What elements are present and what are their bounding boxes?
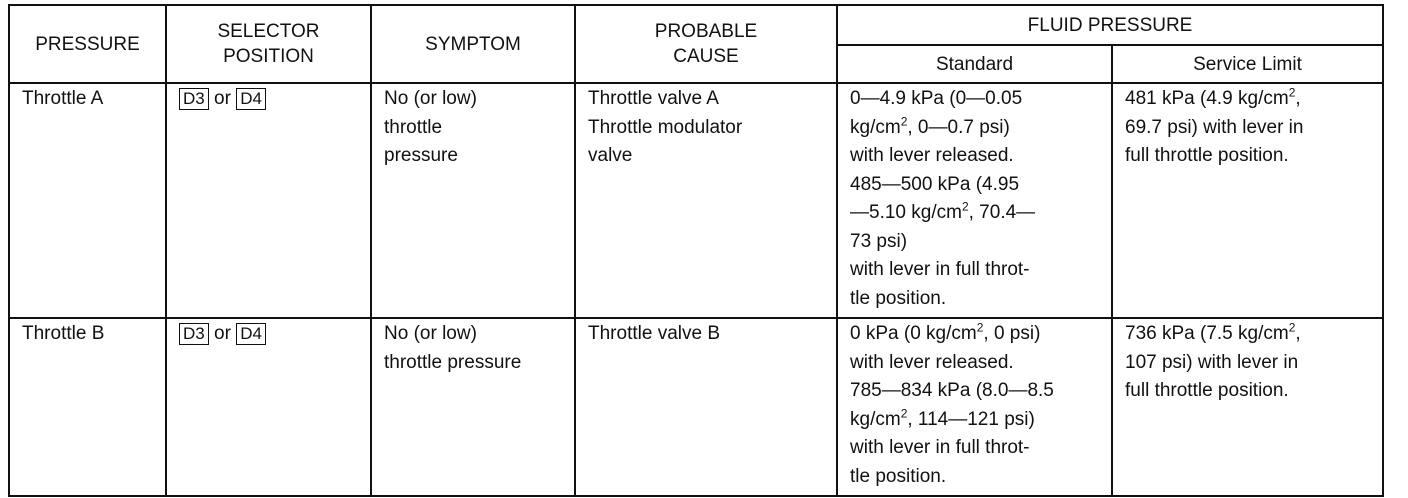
cell-pressure: Throttle B: [9, 318, 166, 496]
header-symptom: SYMPTOM: [371, 5, 575, 83]
selector-key-d3: D3: [179, 323, 209, 345]
selector-key-d4: D4: [236, 88, 266, 110]
cell-symptom: No (or low) throttle pressure: [371, 318, 575, 496]
cell-selector-position: D3 or D4: [166, 83, 371, 318]
cell-probable-cause: Throttle valve A Throttle modulator valve: [575, 83, 837, 318]
header-service-limit: Service Limit: [1112, 45, 1383, 83]
selector-key-d4: D4: [236, 323, 266, 345]
table-row: [9, 318, 1383, 496]
cell-standard: 0—4.9 kPa (0—0.05 $kg/cm^2$, 0—0.7 psi) with lever released. 485—500 kPa (4.95 —5.10 $kg/cm^2$, 70.4— 73 psi) with lever in full throt- tle position.: [837, 83, 1112, 318]
cell-symptom: No (or low) throttle pressure: [371, 83, 575, 318]
header-selector-position: SELECTOR POSITION: [166, 5, 371, 83]
header-pressure: PRESSURE: [9, 5, 166, 83]
cell-pressure: Throttle A: [9, 83, 166, 318]
cell-selector-position: D3 or D4: [166, 318, 371, 496]
cell-probable-cause: Throttle valve B: [575, 318, 837, 496]
fluid-pressure-spec-table: [8, 4, 1384, 497]
header-probable-cause: PROBABLE CAUSE: [575, 5, 837, 83]
header-fluid-pressure: FLUID PRESSURE: [837, 5, 1383, 45]
header-standard: Standard: [837, 45, 1112, 83]
selector-key-d3: D3: [179, 88, 209, 110]
cell-service-limit: 481 kPa (4.9 $kg/cm^2$, 69.7 psi) with lever in full throttle position.: [1112, 83, 1383, 318]
cell-standard: 0 kPa (0 $kg/cm^2$, 0 psi) with lever released. 785—834 kPa (8.0—8.5 $kg/cm^2$, 114—121 psi) with lever in full throt- tle position.: [837, 318, 1112, 496]
table-row: [9, 83, 1383, 318]
cell-service-limit: 736 kPa (7.5 $kg/cm^2$, 107 psi) with lever in full throttle position.: [1112, 318, 1383, 496]
